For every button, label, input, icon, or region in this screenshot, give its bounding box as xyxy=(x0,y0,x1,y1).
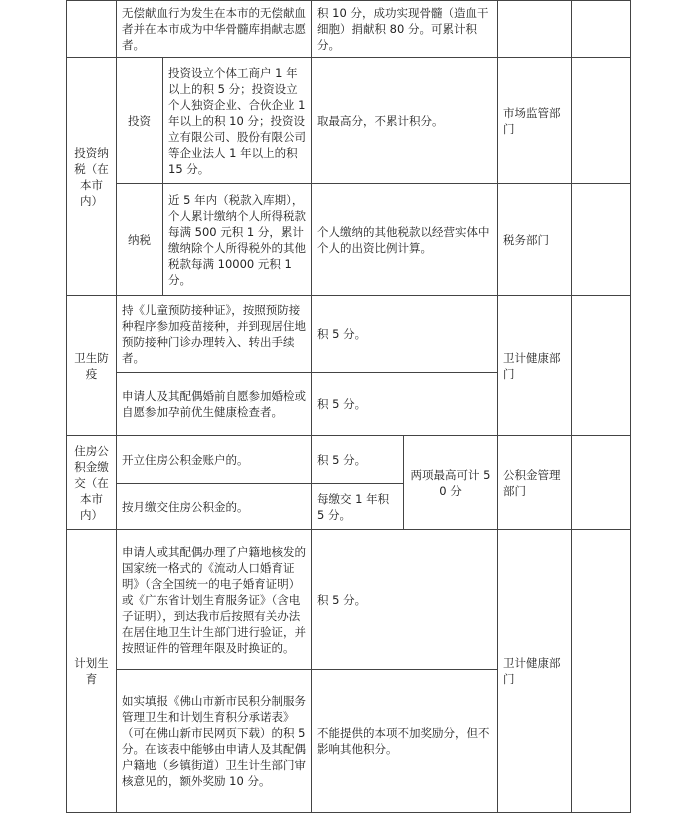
condition-cell: 开立住房公积金账户的。 xyxy=(117,436,312,484)
score-cell: 积 5 分。 xyxy=(312,296,498,373)
condition-cell: 按月缴交住房公积金的。 xyxy=(117,484,312,530)
subcategory-cell: 投资 xyxy=(117,58,163,184)
condition-cell: 持《儿童预防接种证》，按照预防接种程序参加疫苗接种，并到现居住地预防接种门诊办理转入、转出手续者。 xyxy=(117,296,312,373)
category-cell xyxy=(67,1,117,58)
table-row xyxy=(67,296,631,373)
dept-cell xyxy=(498,1,572,58)
points-table xyxy=(66,0,631,813)
remark-cell xyxy=(572,184,631,296)
table-row xyxy=(67,1,631,58)
limit-cell: 两项最高可计 50 分 xyxy=(404,436,498,530)
score-cell: 个人缴纳的其他税款以经营实体中个人的出资比例计算。 xyxy=(312,184,498,296)
category-cell: 卫生防疫 xyxy=(67,296,117,436)
remark-cell xyxy=(572,58,631,184)
condition-cell: 如实填报《佛山市新市民积分制服务管理卫生和计划生育积分承诺表》（可在佛山新市民网页下载）的积 5 分。在该表中能够由申请人及其配偶户籍地（乡镇街道）卫生计生部门审核意见的，额外奖励 10 分。 xyxy=(117,670,312,813)
condition-cell: 无偿献血行为发生在本市的无偿献血者并在本市成为中华骨髓库捐献志愿者。 xyxy=(117,1,312,58)
condition-cell: 申请人及其配偶婚前自愿参加婚检或自愿参加孕前优生健康检查者。 xyxy=(117,373,312,436)
dept-cell: 市场监管部门 xyxy=(498,58,572,184)
condition-cell: 申请人或其配偶办理了户籍地核发的国家统一格式的《流动人口婚育证明》（含全国统一的电子婚育证明）或《广东省计划生育服务证》（含电子证明），到达我市后按照有关办法在居住地卫生计生部门进行验证，并按照证件的管理年限及时换证的。 xyxy=(117,530,312,670)
dept-cell: 卫计健康部门 xyxy=(498,530,572,813)
score-cell: 取最高分，不累计积分。 xyxy=(312,58,498,184)
subcategory-cell: 纳税 xyxy=(117,184,163,296)
score-cell: 积 5 分。 xyxy=(312,373,498,436)
condition-cell: 近 5 年内（税款入库期），个人累计缴纳个人所得税款每满 500 元积 1 分，累计缴纳除个人所得税外的其他税款每满 10000 元积 1 分。 xyxy=(163,184,312,296)
table-row xyxy=(67,530,631,670)
category-cell: 计划生育 xyxy=(67,530,117,813)
table-row xyxy=(67,436,631,484)
remark-cell xyxy=(572,296,631,436)
score-cell: 积 10 分，成功实现骨髓（造血干细胞）捐献积 80 分。可累计积分。 xyxy=(312,1,498,58)
condition-cell: 投资设立个体工商户 1 年以上的积 5 分；投资设立个人独资企业、合伙企业 1 年以上的积 10 分；投资设立有限公司、股份有限公司等企业法人 1 年以上的积 15 分。 xyxy=(163,58,312,184)
category-cell: 投资纳税（在本市内） xyxy=(67,58,117,296)
dept-cell: 公积金管理部门 xyxy=(498,436,572,530)
score-cell: 不能提供的本项不加奖励分，但不影响其他积分。 xyxy=(312,670,498,813)
remark-cell xyxy=(572,530,631,813)
category-cell: 住房公积金缴交（在本市内） xyxy=(67,436,117,530)
dept-cell: 卫计健康部门 xyxy=(498,296,572,436)
score-cell: 积 5 分。 xyxy=(312,530,498,670)
table-row xyxy=(67,184,631,296)
score-cell: 每缴交 1 年积 5 分。 xyxy=(312,484,404,530)
remark-cell xyxy=(572,436,631,530)
remark-cell xyxy=(572,1,631,58)
table-row xyxy=(67,58,631,184)
score-cell: 积 5 分。 xyxy=(312,436,404,484)
dept-cell: 税务部门 xyxy=(498,184,572,296)
